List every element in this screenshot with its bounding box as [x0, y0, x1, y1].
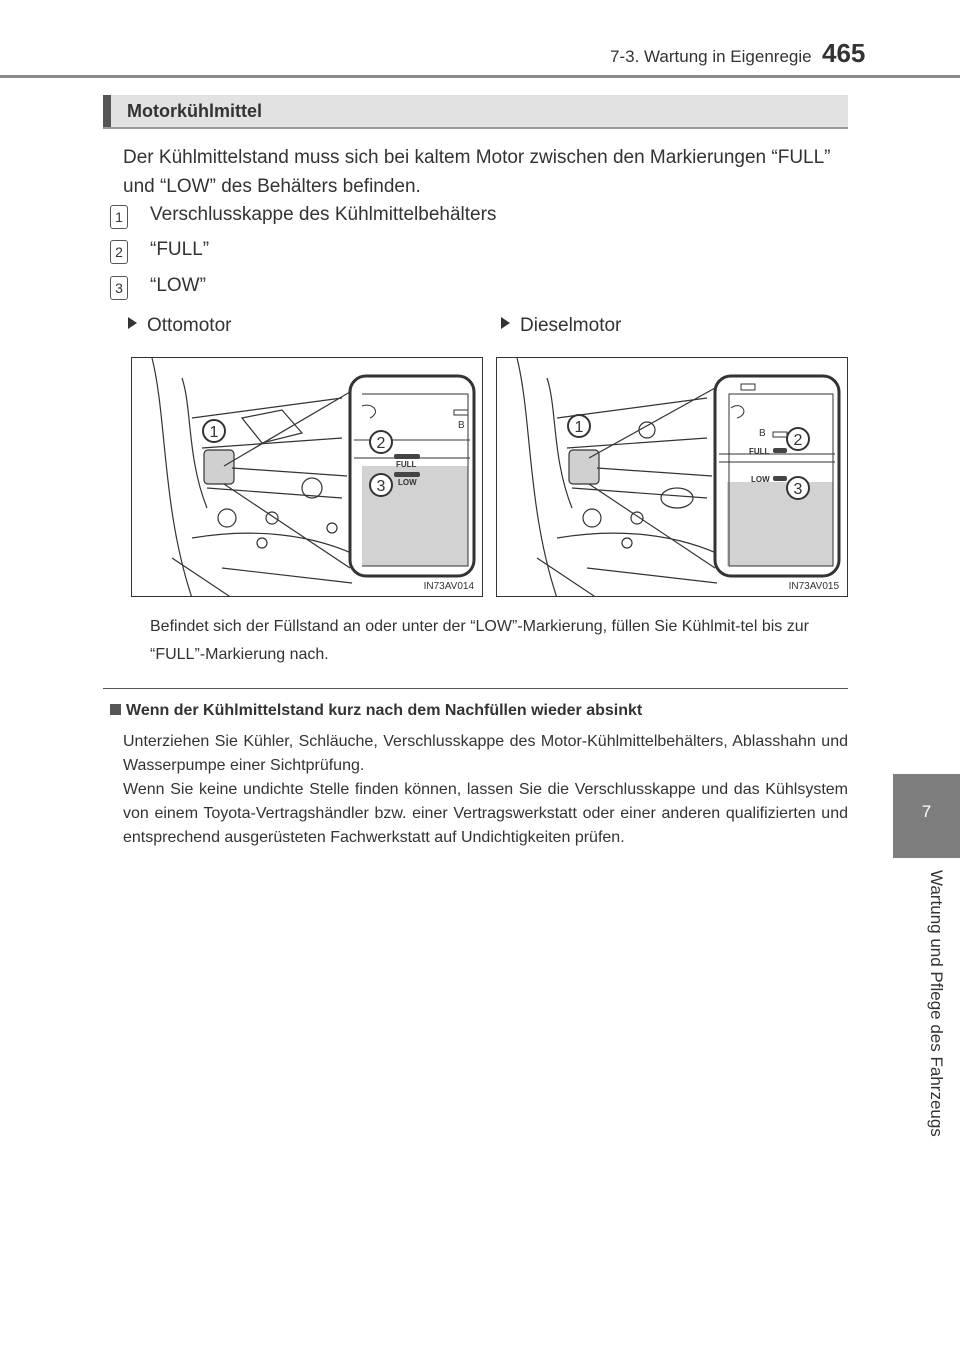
item-number-badge: 2: [110, 240, 128, 264]
mark-full: FULL: [749, 447, 770, 456]
figure-petrol: [131, 357, 483, 597]
triangle-bullet-icon: [501, 317, 510, 329]
section-heading-bar: [103, 95, 848, 127]
section-heading-rule: [103, 127, 848, 129]
triangle-bullet-icon: [128, 317, 137, 329]
engine-illustration-petrol: [132, 358, 483, 597]
callout-3: 3: [376, 478, 386, 495]
figure-diesel: [496, 357, 848, 597]
item-number-badge: 1: [110, 205, 128, 229]
callout-2: 2: [793, 432, 803, 449]
header-section-title: 7-3. Wartung in Eigenregie: [610, 47, 812, 66]
section-heading-marker: [103, 95, 111, 127]
header-rule: [0, 75, 960, 78]
chapter-title: Wartung und Pflege des Fahrzeugs: [927, 870, 946, 1137]
item-number-badge: 3: [110, 276, 128, 300]
intro-paragraph: Der Kühlmittelstand muss sich bei kaltem Motor zwischen den Markierungen “FULL” und “LOW” des Behälters befinden.: [123, 147, 831, 197]
item-text: “FULL”: [150, 239, 210, 260]
figure-note: Befindet sich der Füllstand an oder unter der “LOW”-Markierung, füllen Sie Kühlmit-tel bis zur “FULL”-Markierung nach.: [150, 618, 809, 663]
square-bullet-icon: [110, 704, 121, 715]
chapter-number: 7: [921, 802, 932, 821]
figure-label-diesel: Dieselmotor: [501, 315, 621, 337]
callout-1: 1: [574, 419, 584, 436]
mark-b: B: [458, 420, 465, 431]
subsection-heading: Wenn der Kühlmittelstand kurz nach dem Nachfüllen wieder absinkt: [110, 702, 642, 720]
chapter-tab: [893, 774, 960, 858]
item-text: Verschlusskappe des Kühlmittelbehälters: [150, 204, 497, 225]
mark-low: LOW: [751, 475, 770, 484]
callout-1: 1: [209, 424, 219, 441]
mark-low: LOW: [398, 478, 417, 487]
subsection-body: [123, 730, 848, 850]
item-text: “LOW”: [150, 275, 206, 296]
section-title: Motorkühlmittel: [127, 101, 262, 121]
callout-2: 2: [376, 435, 386, 452]
callout-3: 3: [793, 481, 803, 498]
mark-b: B: [759, 428, 766, 439]
figure-label-petrol: Ottomotor: [128, 315, 231, 337]
figure-code: IN73AV014: [423, 581, 474, 592]
separator-rule: [103, 688, 848, 689]
page-number: 465: [822, 38, 866, 68]
engine-illustration-diesel: [497, 358, 848, 597]
subsection-paragraph: Wenn Sie keine undichte Stelle finden können, lassen Sie die Verschlusskappe und das Kühlsystem von einem Toyota-Vertragshändler bzw. einer Vertragswerkstatt oder einer anderen qualifizierten und entsprechend ausgerüsteten Fachwerkstatt auf Undichtigkeiten prüfen.: [123, 781, 848, 846]
mark-full: FULL: [396, 460, 417, 469]
figure-code: IN73AV015: [788, 581, 839, 592]
subsection-paragraph: Unterziehen Sie Kühler, Schläuche, Verschlusskappe des Motor-Kühlmittelbehälters, Ablasshahn und Wasserpumpe einer Sichtprüfung.: [123, 733, 848, 774]
